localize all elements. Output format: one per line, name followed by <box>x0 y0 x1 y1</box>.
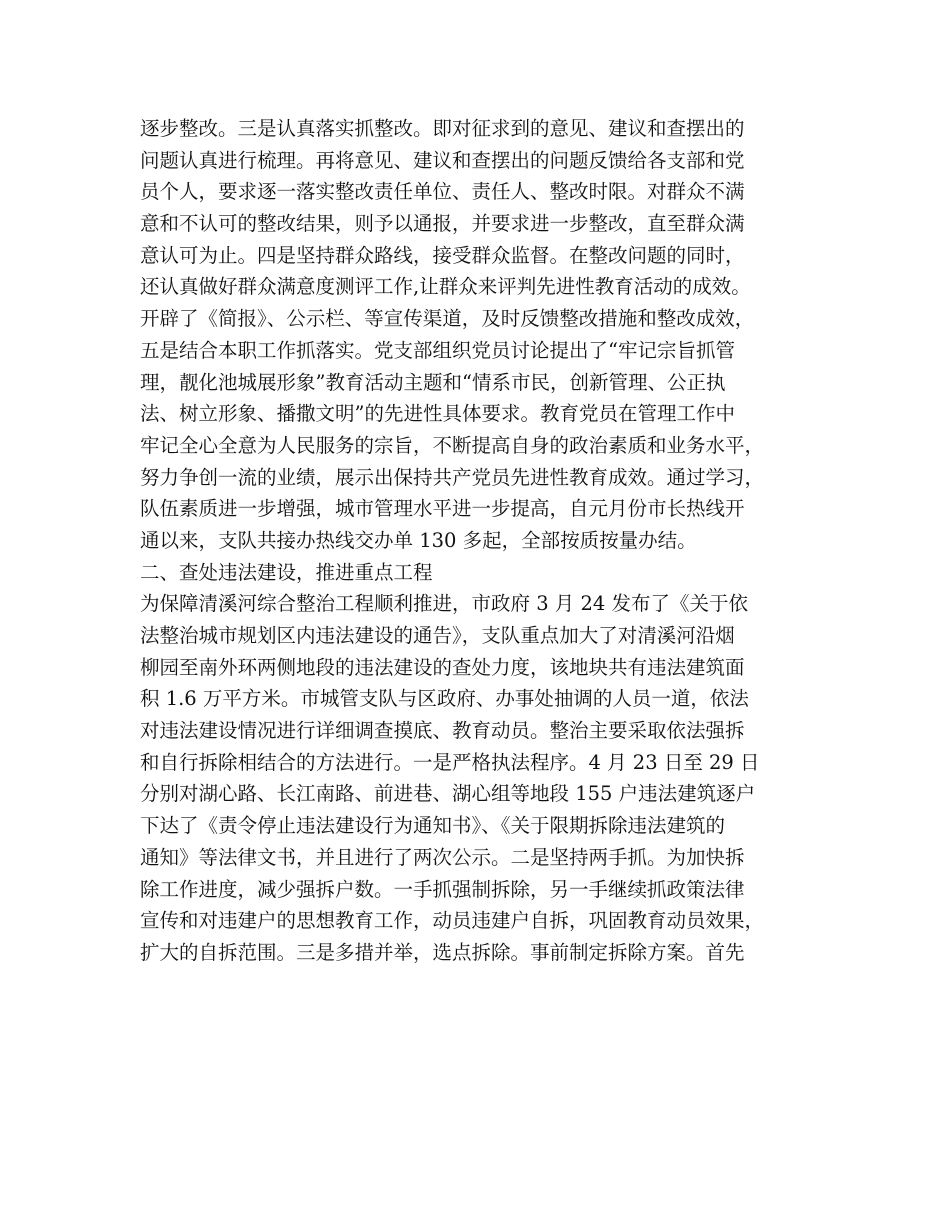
text-line: 理，靓化池城展形象”教育活动主题和“情系市民，创新管理、公正执 <box>140 370 726 394</box>
text-line: 五是结合本职工作抓落实。党支部组织党员讨论提出了“牢记宗旨抓管 <box>140 338 735 362</box>
text-line: 和自行拆除相结合的方法进行。一是严格执法程序。4 月 23 日至 29 日 <box>140 750 760 774</box>
text-line: 队伍素质进一步增强，城市管理水平进一步提高，自元月份市长热线开 <box>140 497 745 521</box>
text-line: 积 1.6 万平方米。市城管支队与区政府、办事处抽调的人员一道，依法 <box>140 687 749 711</box>
text-line: 开辟了《简报》、公示栏、等宣传渠道，及时反馈整改措施和整改成效， <box>140 307 755 331</box>
body-text <box>140 113 830 969</box>
text-line: 柳园至南外环两侧地段的违法建设的查处力度，该地块共有违法建筑面 <box>140 655 745 679</box>
text-line: 牢记全心全意为人民服务的宗旨，不断提高自身的政治素质和业务水平， <box>140 433 765 457</box>
text-line: 还认真做好群众满意度测评工作,让群众来评判先进性教育活动的成效。 <box>140 275 751 299</box>
text-line: 意认可为止。四是坚持群众路线，接受群众监督。在整改问题的同时， <box>140 243 745 267</box>
text-line: 问题认真进行梳理。再将意见、建议和查摆出的问题反馈给各支部和党 <box>140 148 745 172</box>
text-line: 分别对湖心路、长江南路、前进巷、湖心组等地段 155 户违法建筑逐户 <box>140 782 756 806</box>
text-line: 除工作进度，减少强拆户数。一手抓强制拆除，另一手继续抓政策法律 <box>140 877 745 901</box>
text-line: 通知》等法律文书，并且进行了两次公示。二是坚持两手抓。为加快拆 <box>140 845 745 869</box>
text-line: 努力争创一流的业绩，展示出保持共产党员先进性教育成效。通过学习， <box>140 465 765 489</box>
text-line: 通以来，支队共接办热线交办单 130 多起，全部按质按量办结。 <box>140 528 697 552</box>
text-line: 法、树立形象、播撒文明”的先进性具体要求。教育党员在管理工作中 <box>140 402 735 426</box>
text-line: 法整治城市规划区内违法建设的通告》，支队重点加大了对清溪河沿烟 <box>140 624 735 647</box>
text-line: 逐步整改。三是认真落实抓整改。即对征求到的意见、建议和查摆出的 <box>140 117 745 140</box>
text-line: 对违法建设情况进行详细调查摸底、教育动员。整治主要采取依法强拆 <box>140 719 745 743</box>
text-line: 为保障清溪河综合整治工程顺利推进，市政府 3 月 24 发布了《关于依 <box>140 592 749 616</box>
section-heading: 二、查处违法建设，推进重点工程 <box>140 560 433 584</box>
text-line: 下达了《责令停止违法建设行为通知书》、《关于限期拆除违法建筑的 <box>140 814 726 838</box>
text-line: 宣传和对违建户的思想教育工作，动员违建户自拆，巩固教育动员效果， <box>140 909 765 933</box>
text-line: 扩大的自拆范围。三是多措并举，选点拆除。事前制定拆除方案。首先 <box>140 940 745 964</box>
text-line: 员个人，要求逐一落实整改责任单位、责任人、整改时限。对群众不满 <box>140 180 745 204</box>
text-line: 意和不认可的整改结果，则予以通报，并要求进一步整改，直至群众满 <box>140 212 745 236</box>
